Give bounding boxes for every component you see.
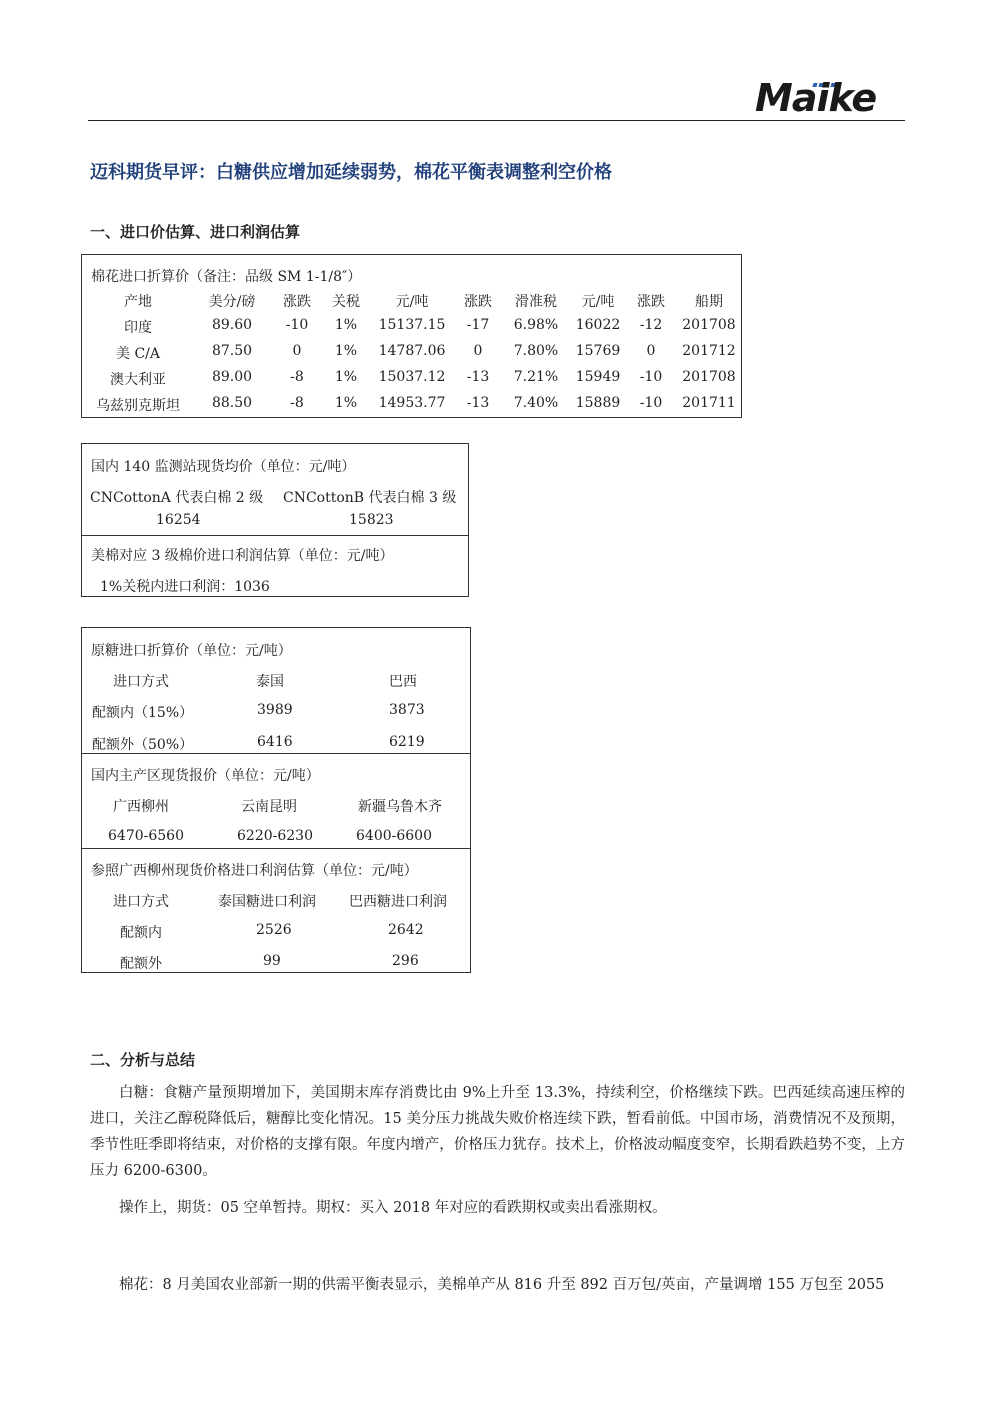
- cotton-import-header: 关税: [332, 294, 360, 310]
- cnc-a-label: CNCottonA 代表白棉 2 级: [90, 490, 264, 506]
- cotton-import-cell: 7.21%: [513, 369, 559, 385]
- sugar-profit-caption: 参照广西柳州现货价格进口利润估算（单位：元/吨）: [91, 863, 418, 879]
- sugar-profit-cell: 99: [263, 953, 281, 969]
- sugar-profit-header: 巴西糖进口利润: [349, 894, 447, 910]
- sugar-divider: [82, 753, 470, 754]
- cotton-import-origin: 美 C/A: [116, 346, 160, 362]
- sugar-profit-cell: 2526: [256, 922, 292, 938]
- cotton-import-cell: 15889: [575, 395, 621, 411]
- cotton-domestic-table: [81, 443, 469, 597]
- sugar-import-header: 泰国: [256, 674, 284, 690]
- cotton-import-cell: -8: [290, 395, 304, 411]
- sugar-spot-price: 6400-6600: [356, 828, 432, 844]
- sugar-spot-region: 云南昆明: [241, 799, 297, 815]
- cotton-import-cell: 15137.15: [378, 317, 446, 333]
- cotton-import-cell: 1%: [334, 317, 358, 333]
- cotton-import-header: 元/吨: [581, 294, 615, 310]
- sugar-profit-cell: 2642: [388, 922, 424, 938]
- sugar-profit-header: 进口方式: [113, 894, 169, 910]
- section1-heading: 一、进口价估算、进口利润估算: [90, 223, 301, 241]
- sugar-profit-cell: 配额外: [120, 956, 162, 972]
- cotton-import-cell: 1%: [334, 395, 358, 411]
- cotton-import-cell: 1%: [334, 369, 358, 385]
- cotton-import-cell: 0: [473, 343, 483, 359]
- sugar-divider: [82, 848, 470, 849]
- operation-paragraph: 操作上，期货：05 空单暂持。期权：买入 2018 年对应的看跌期权或卖出看涨期权。: [119, 1200, 667, 1216]
- cotton-import-cell: 201711: [682, 395, 736, 411]
- cotton-profit-text: 1%关税内进口利润：1036: [100, 579, 270, 595]
- sugar-import-header: 进口方式: [113, 674, 169, 690]
- cotton-import-header: 产地: [124, 294, 152, 310]
- cotton-import-cell: 15949: [575, 369, 621, 385]
- sugar-import-cell: 6219: [389, 734, 425, 750]
- sugar-spot-price: 6470-6560: [108, 828, 184, 844]
- maike-logo: [755, 70, 895, 120]
- cotton-import-cell: -8: [290, 369, 304, 385]
- sugar-import-cell: 配额外（50%）: [92, 737, 194, 753]
- cotton-import-table: [81, 254, 742, 418]
- header-rule: [88, 120, 905, 121]
- cotton-import-cell: -13: [466, 395, 490, 411]
- cotton-profit-caption: 美棉对应 3 级棉价进口利润估算（单位：元/吨）: [91, 548, 394, 564]
- cotton-analysis-paragraph: 棉花：8 月美国农业部新一期的供需平衡表显示，美棉单产从 816 升至 892 百万包/英亩，产量调增 155 万包至 2055: [119, 1277, 885, 1293]
- cotton-import-cell: -12: [639, 317, 663, 333]
- cotton-import-origin: 乌兹别克斯坦: [96, 398, 180, 414]
- cotton-import-cell: 15769: [575, 343, 621, 359]
- sugar-spot-region: 广西柳州: [113, 799, 169, 815]
- cotton-import-header: 美分/磅: [208, 294, 256, 310]
- cotton-domestic-caption: 国内 140 监测站现货均价（单位：元/吨）: [91, 459, 356, 475]
- sugar-analysis-paragraph: 白糖：食糖产量预期增加下，美国期末库存消费比由 9%上升至 13.3%，持续利空，价格继续下跌。巴西延续高速压榨的进口，关注乙醇税降低后，糖醇比变化情况。15 美分压力挑战失败价格连续下跌，暂看前低。中国市场，消费情况不及预期，季节性旺季即将结束，对价格的支撑有限。年度内增产，价格压力犹存。技术上，价格波动幅度变窄，长期看跌趋势不变，上方压力 6200-6300。: [90, 1085, 905, 1179]
- logo-text: Maike: [755, 76, 877, 120]
- cotton-import-cell: 0: [646, 343, 656, 359]
- cotton-import-cell: 7.80%: [513, 343, 559, 359]
- cotton-import-cell: -10: [639, 395, 663, 411]
- cotton-import-cell: 14787.06: [378, 343, 446, 359]
- sugar-spot-caption: 国内主产区现货报价（单位：元/吨）: [91, 768, 320, 784]
- cotton-import-cell: -10: [639, 369, 663, 385]
- cnc-b-label: CNCottonB 代表白棉 3 级: [283, 490, 457, 506]
- sugar-import-cell: 6416: [257, 734, 293, 750]
- section2-heading: 二、分析与总结: [90, 1051, 196, 1069]
- cotton-import-header: 滑准税: [515, 294, 557, 310]
- cotton-import-caption: 棉花进口折算价（备注：品级 SM 1-1/8″）: [91, 269, 362, 285]
- cotton-import-cell: -13: [466, 369, 490, 385]
- cnc-b-value: 15823: [349, 512, 394, 528]
- sugar-spot-region: 新疆乌鲁木齐: [358, 799, 442, 815]
- cotton-import-header: 元/吨: [395, 294, 429, 310]
- sugar-profit-cell: 配额内: [120, 925, 162, 941]
- cotton-import-cell: 7.40%: [513, 395, 559, 411]
- domestic-divider: [82, 535, 468, 536]
- sugar-import-header: 巴西: [389, 674, 417, 690]
- cotton-import-cell: 201712: [682, 343, 736, 359]
- sugar-import-cell: 3873: [389, 702, 425, 718]
- cotton-import-cell: -17: [466, 317, 490, 333]
- cotton-import-cell: 14953.77: [378, 395, 446, 411]
- sugar-table: [81, 627, 471, 973]
- sugar-import-cell: 3989: [257, 702, 293, 718]
- sugar-profit-cell: 296: [392, 953, 419, 969]
- cotton-import-origin: 印度: [124, 320, 152, 336]
- sugar-import-cell: 配额内（15%）: [92, 705, 194, 721]
- cotton-import-header: 涨跌: [637, 294, 665, 310]
- cotton-import-cell: 88.50: [211, 395, 253, 411]
- cotton-import-cell: 16022: [575, 317, 621, 333]
- cotton-import-cell: 6.98%: [513, 317, 559, 333]
- cotton-import-origin: 澳大利亚: [110, 372, 166, 388]
- cotton-import-cell: 89.60: [211, 317, 253, 333]
- cotton-import-header: 涨跌: [464, 294, 492, 310]
- cotton-import-cell: -10: [285, 317, 309, 333]
- cotton-import-cell: 201708: [682, 369, 736, 385]
- sugar-profit-header: 泰国糖进口利润: [218, 894, 316, 910]
- sugar-import-caption: 原糖进口折算价（单位：元/吨）: [91, 643, 292, 659]
- sugar-spot-price: 6220-6230: [237, 828, 313, 844]
- cotton-import-cell: 201708: [682, 317, 736, 333]
- cotton-import-cell: 15037.12: [378, 369, 446, 385]
- page-title: 迈科期货早评：白糖供应增加延续弱势，棉花平衡表调整利空价格: [90, 162, 612, 183]
- cotton-import-cell: 89.00: [211, 369, 253, 385]
- cotton-import-header: 船期: [695, 294, 723, 310]
- cotton-import-cell: 87.50: [211, 343, 253, 359]
- cotton-import-cell: 0: [292, 343, 302, 359]
- cnc-a-value: 16254: [156, 512, 201, 528]
- cotton-import-header: 涨跌: [283, 294, 311, 310]
- cotton-import-cell: 1%: [334, 343, 358, 359]
